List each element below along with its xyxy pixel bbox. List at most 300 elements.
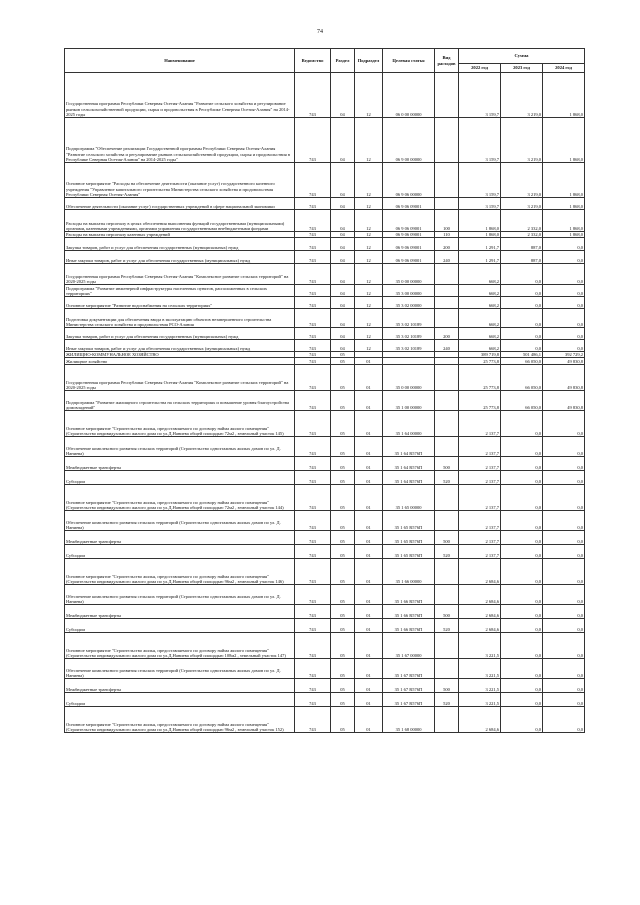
cell-podrazdel: 01	[355, 605, 383, 619]
cell-podrazdel: 01	[355, 559, 383, 585]
cell-ved: 743	[295, 358, 331, 365]
cell-name: Подготовка документации для обеспечения ввода в эксплуатацию объектов незавершенного строительства Министерства сельского хозяйства и продовольствия РСО-Алания	[65, 309, 295, 328]
cell-sum-2023: 3 219,0	[501, 118, 543, 163]
table-row	[65, 633, 585, 659]
cell-razdel: 04	[331, 198, 355, 210]
cell-ved: 743	[295, 328, 331, 340]
cell-podrazdel: 12	[355, 328, 383, 340]
cell-razdel: 05	[331, 693, 355, 707]
cell-podrazdel: 12	[355, 210, 383, 232]
cell-ved: 743	[295, 264, 331, 285]
cell-vid	[435, 707, 459, 733]
header-2023: 2023 год	[501, 64, 543, 73]
cell-razdel: 05	[331, 365, 355, 391]
cell-sum-2023: 3 219,0	[501, 198, 543, 210]
cell-ved: 743	[295, 352, 331, 358]
cell-razdel: 05	[331, 659, 355, 679]
cell-razdel: 05	[331, 585, 355, 605]
header-vedomstvo: Ведомство	[295, 49, 331, 73]
cell-sum-2024: 1 868,0	[543, 73, 585, 118]
cell-ved: 743	[295, 545, 331, 559]
cell-podrazdel: 12	[355, 198, 383, 210]
cell-name: Подпрограмма "Развитие жилищного строительства на сельских территориях и повышение уровня благоустройства домовладений"	[65, 391, 295, 411]
cell-vid: 200	[435, 328, 459, 340]
table-row	[65, 163, 585, 198]
cell-name: Жилищное хозяйство	[65, 358, 295, 365]
cell-razdel: 05	[331, 559, 355, 585]
cell-ved: 743	[295, 297, 331, 309]
table-row	[65, 707, 585, 733]
budget-table	[64, 48, 585, 733]
cell-sum-2023: 0,0	[501, 471, 543, 485]
cell-razdel: 04	[331, 264, 355, 285]
cell-sum-2023: 2 332,0	[501, 210, 543, 232]
cell-podrazdel: 01	[355, 693, 383, 707]
cell-name: Основное мероприятие "Строительство жилья, предоставляемого по договору найма жилого помещения" (Строительство индивидуального жилого дома по ул.Д.Наниева общей площадью 108м2 , земельный участок 147)	[65, 633, 295, 659]
table-row	[65, 391, 585, 411]
cell-ved: 743	[295, 73, 331, 118]
cell-sum-2024: 49 830,8	[543, 391, 585, 411]
cell-vid: 500	[435, 457, 459, 471]
cell-name: Обеспечение комплексного развития сельских территорий (Строительство одноэтажных жилых домов по ул. Д. Наниева)	[65, 511, 295, 531]
table-row	[65, 328, 585, 340]
cell-vid	[435, 118, 459, 163]
cell-razdel: 05	[331, 471, 355, 485]
cell-razdel: 05	[331, 679, 355, 693]
cell-target: 35 3 02 00000	[383, 297, 435, 309]
cell-vid: 240	[435, 251, 459, 264]
cell-sum-2024: 0,0	[543, 471, 585, 485]
cell-sum-2023: 0,0	[501, 264, 543, 285]
cell-ved: 743	[295, 605, 331, 619]
cell-name: Иные закупки товаров, работ и услуг для обеспечения государственных (муниципальных) нужд	[65, 251, 295, 264]
cell-razdel: 04	[331, 163, 355, 198]
cell-sum-2024: 0,0	[543, 707, 585, 733]
cell-target: 06 9 06 09001	[383, 210, 435, 232]
cell-sum-2024: 0,0	[543, 485, 585, 511]
cell-name: Расходы на выплаты персоналу в целях обеспечения выполнения функций государственными (муниципальными) органами, казенными учреждениями, органами управления государственными внебюджетными фондами	[65, 210, 295, 232]
cell-vid	[435, 485, 459, 511]
cell-ved: 743	[295, 471, 331, 485]
cell-target: 06 9 00 00000	[383, 118, 435, 163]
cell-vid	[435, 437, 459, 457]
cell-sum-2022: 668,2	[459, 340, 501, 352]
cell-sum-2023: 0,0	[501, 297, 543, 309]
cell-ved: 743	[295, 437, 331, 457]
cell-sum-2024: 0,0	[543, 251, 585, 264]
cell-vid	[435, 659, 459, 679]
cell-sum-2022: 2 137,7	[459, 511, 501, 531]
cell-target: 06 9 06 00000	[383, 163, 435, 198]
cell-sum-2022: 389 719,8	[459, 352, 501, 358]
header-podrazdel: Подраздел	[355, 49, 383, 73]
header-summa: Сумма	[459, 49, 585, 64]
cell-sum-2024: 49 830,8	[543, 365, 585, 391]
cell-sum-2023: 0,0	[501, 309, 543, 328]
cell-podrazdel: 01	[355, 358, 383, 365]
table-row	[65, 619, 585, 633]
cell-sum-2024: 392 729,2	[543, 352, 585, 358]
cell-ved: 743	[295, 163, 331, 198]
table-row	[65, 457, 585, 471]
cell-name: Межбюджетные трансферты	[65, 605, 295, 619]
cell-sum-2022: 2 684,6	[459, 619, 501, 633]
cell-ved: 743	[295, 232, 331, 238]
cell-sum-2023: 0,0	[501, 679, 543, 693]
cell-sum-2024: 0,0	[543, 297, 585, 309]
cell-name: Субсидии	[65, 693, 295, 707]
cell-razdel: 04	[331, 251, 355, 264]
cell-vid	[435, 309, 459, 328]
cell-podrazdel: 01	[355, 457, 383, 471]
cell-sum-2023: 2 332,0	[501, 232, 543, 238]
cell-vid	[435, 633, 459, 659]
cell-sum-2023: 3 219,0	[501, 163, 543, 198]
cell-name: Межбюджетные трансферты	[65, 679, 295, 693]
cell-sum-2024: 49 830,8	[543, 358, 585, 365]
cell-target: 35 3 02 10189	[383, 309, 435, 328]
cell-target: 06 9 06 09001	[383, 238, 435, 251]
cell-sum-2024: 0,0	[543, 585, 585, 605]
table-row	[65, 365, 585, 391]
cell-razdel: 05	[331, 633, 355, 659]
cell-sum-2022: 2 137,7	[459, 457, 501, 471]
cell-name: Основное мероприятие "Развитие водоснабжения на сельских территориях"	[65, 297, 295, 309]
cell-sum-2024: 0,0	[543, 309, 585, 328]
cell-target: 06 9 06 09001	[383, 251, 435, 264]
cell-podrazdel: 12	[355, 163, 383, 198]
cell-razdel: 04	[331, 232, 355, 238]
cell-ved: 743	[295, 559, 331, 585]
cell-ved: 743	[295, 585, 331, 605]
cell-vid	[435, 73, 459, 118]
cell-target: 35 1 67 00000	[383, 633, 435, 659]
cell-name: Подпрограмма "Обеспечение реализации Государственной программы Республики Северная Осетия-Алания "Развитие сельского хозяйства и регулирование рынков сельскохозяйственной продукции, сырья и продовольствия в Республике Северная Осетия-Алания" на 2014-2025 годы"	[65, 118, 295, 163]
cell-sum-2023: 0,0	[501, 285, 543, 297]
cell-target: 35 0 00 00000	[383, 264, 435, 285]
cell-vid	[435, 163, 459, 198]
cell-sum-2024: 0,0	[543, 285, 585, 297]
cell-razdel: 05	[331, 545, 355, 559]
cell-target: 35 1 65 00000	[383, 485, 435, 511]
cell-ved: 743	[295, 679, 331, 693]
cell-sum-2024: 0,0	[543, 679, 585, 693]
cell-razdel: 04	[331, 210, 355, 232]
table-row	[65, 485, 585, 511]
cell-vid	[435, 585, 459, 605]
cell-podrazdel: 12	[355, 73, 383, 118]
cell-podrazdel: 12	[355, 232, 383, 238]
cell-target: 35 1 67 R576П	[383, 679, 435, 693]
cell-razdel: 05	[331, 457, 355, 471]
cell-ved: 743	[295, 531, 331, 545]
cell-sum-2023: 0,0	[501, 693, 543, 707]
cell-podrazdel: 12	[355, 238, 383, 251]
cell-name: Обеспечение комплексного развития сельских территорий (Строительство одноэтажных жилых домов по ул. Д. Наниева)	[65, 437, 295, 457]
cell-name: Закупка товаров, работ и услуг для обеспечения государственных (муниципальных) нужд	[65, 238, 295, 251]
cell-vid: 520	[435, 545, 459, 559]
cell-vid	[435, 285, 459, 297]
cell-name: Межбюджетные трансферты	[65, 531, 295, 545]
cell-razdel: 04	[331, 309, 355, 328]
cell-podrazdel: 12	[355, 251, 383, 264]
cell-sum-2023: 501 486,1	[501, 352, 543, 358]
cell-sum-2022: 1 868,0	[459, 232, 501, 238]
cell-sum-2024: 0,0	[543, 264, 585, 285]
header-vid: Вид расходов	[435, 49, 459, 73]
cell-ved: 743	[295, 619, 331, 633]
cell-sum-2023: 66 050,0	[501, 358, 543, 365]
table-row	[65, 545, 585, 559]
cell-podrazdel: 01	[355, 585, 383, 605]
cell-ved: 743	[295, 210, 331, 232]
cell-target: 35 1 64 R576П	[383, 471, 435, 485]
cell-target: 35 1 64 R576П	[383, 457, 435, 471]
table-row	[65, 251, 585, 264]
cell-sum-2022: 2 684,6	[459, 605, 501, 619]
cell-podrazdel: 01	[355, 471, 383, 485]
cell-name: Основное мероприятие "Строительство жилья, предоставляемого по договору найма жилого помещения" (Строительство индивидуального жилого дома по ул.Д.Наниева общей площадью 72м2 , земельный участок 145)	[65, 411, 295, 437]
cell-name: Основное мероприятие "Строительство жилья, предоставляемого по договору найма жилого помещения" (Строительство индивидуального жилого дома по ул.Д.Наниева общей площадью 72м2 , земельный участок 144)	[65, 485, 295, 511]
cell-target: 35 1 64 R576П	[383, 437, 435, 457]
cell-vid: 110	[435, 232, 459, 238]
cell-name: Закупка товаров, работ и услуг для обеспечения государственных (муниципальных) нужд	[65, 328, 295, 340]
cell-vid	[435, 365, 459, 391]
cell-target: 35 1 67 R576П	[383, 693, 435, 707]
cell-ved: 743	[295, 707, 331, 733]
cell-sum-2023: 0,0	[501, 633, 543, 659]
cell-podrazdel: 01	[355, 485, 383, 511]
cell-razdel: 04	[331, 328, 355, 340]
cell-sum-2024: 0,0	[543, 693, 585, 707]
cell-sum-2022: 3 221,5	[459, 659, 501, 679]
cell-sum-2024: 0,0	[543, 659, 585, 679]
table-row	[65, 238, 585, 251]
cell-target: 35 0 00 00000	[383, 365, 435, 391]
cell-ved: 743	[295, 693, 331, 707]
cell-sum-2022: 2 137,7	[459, 471, 501, 485]
table-row	[65, 605, 585, 619]
cell-target: 35 3 00 00000	[383, 285, 435, 297]
cell-sum-2022: 3 159,7	[459, 163, 501, 198]
cell-podrazdel: 12	[355, 118, 383, 163]
cell-podrazdel: 01	[355, 365, 383, 391]
cell-target: 35 1 64 00000	[383, 411, 435, 437]
cell-target: 35 1 68 00000	[383, 707, 435, 733]
cell-podrazdel: 01	[355, 531, 383, 545]
cell-podrazdel: 01	[355, 633, 383, 659]
cell-vid: 500	[435, 679, 459, 693]
cell-razdel: 05	[331, 531, 355, 545]
cell-sum-2023: 0,0	[501, 619, 543, 633]
cell-ved: 743	[295, 485, 331, 511]
cell-target: 35 1 66 R576П	[383, 585, 435, 605]
cell-sum-2024: 0,0	[543, 619, 585, 633]
table-row	[65, 285, 585, 297]
cell-sum-2022: 3 221,5	[459, 693, 501, 707]
cell-podrazdel: 12	[355, 297, 383, 309]
cell-sum-2022: 25 773,8	[459, 358, 501, 365]
table-row	[65, 693, 585, 707]
cell-sum-2023: 887,0	[501, 251, 543, 264]
cell-name: Основное мероприятие "Строительство жилья, предоставляемого по договору найма жилого помещения" (Строительство индивидуального жилого дома по ул.Д.Наниева общей площадью 96м2 , земельный участок 146)	[65, 559, 295, 585]
cell-podrazdel: 01	[355, 619, 383, 633]
cell-target: 06 0 00 00000	[383, 73, 435, 118]
header-razdel: Раздел	[331, 49, 355, 73]
cell-sum-2022: 668,2	[459, 309, 501, 328]
cell-podrazdel: 01	[355, 659, 383, 679]
table-row	[65, 531, 585, 545]
cell-razdel: 04	[331, 297, 355, 309]
cell-podrazdel: 12	[355, 340, 383, 352]
cell-sum-2022: 3 159,7	[459, 118, 501, 163]
table-row	[65, 659, 585, 679]
cell-sum-2022: 2 137,7	[459, 545, 501, 559]
cell-vid: 100	[435, 210, 459, 232]
cell-ved: 743	[295, 340, 331, 352]
cell-name: ЖИЛИЩНО-КОММУНАЛЬНОЕ ХОЗЯЙСТВО	[65, 352, 295, 358]
cell-vid: 520	[435, 619, 459, 633]
cell-sum-2022: 668,2	[459, 285, 501, 297]
header-name: Наименование	[65, 49, 295, 73]
cell-sum-2024: 0,0	[543, 328, 585, 340]
cell-sum-2024: 1 868,0	[543, 163, 585, 198]
cell-target: 35 1 66 00000	[383, 559, 435, 585]
cell-name: Основное мероприятие "Расходы на обеспечение деятельности (оказание услуг) государственного казенного учреждения "Управление капитального строительства Министерства сельского хозяйства и продовольствия Республики Северная Осетия-Алания"	[65, 163, 295, 198]
cell-sum-2024: 0,0	[543, 545, 585, 559]
cell-sum-2023: 0,0	[501, 485, 543, 511]
cell-vid	[435, 198, 459, 210]
cell-sum-2022: 2 684,6	[459, 707, 501, 733]
cell-ved: 743	[295, 391, 331, 411]
cell-sum-2024: 0,0	[543, 340, 585, 352]
cell-name: Основное мероприятие "Строительство жилья, предоставляемого по договору найма жилого помещения" (Строительство индивидуального жилого дома по ул.Д.Наниева общей площадью 96м2 , земельный участок 152)	[65, 707, 295, 733]
cell-sum-2024: 1 868,0	[543, 118, 585, 163]
cell-vid: 500	[435, 605, 459, 619]
cell-name: Обеспечение комплексного развития сельских территорий (Строительство одноэтажных жилых домов по ул. Д. Наниева)	[65, 585, 295, 605]
cell-podrazdel: 01	[355, 707, 383, 733]
cell-name: Государственная программа Республики Северная Осетия-Алания "Комплексное развитие сельских территорий" на 2020-2025 годы	[65, 365, 295, 391]
cell-sum-2022: 3 159,7	[459, 73, 501, 118]
cell-podrazdel: 12	[355, 264, 383, 285]
cell-vid: 200	[435, 238, 459, 251]
cell-sum-2024: 0,0	[543, 238, 585, 251]
cell-razdel: 05	[331, 358, 355, 365]
cell-sum-2024: 0,0	[543, 511, 585, 531]
cell-podrazdel: 01	[355, 391, 383, 411]
cell-sum-2022: 25 773,8	[459, 365, 501, 391]
cell-sum-2023: 887,0	[501, 238, 543, 251]
cell-podrazdel: 01	[355, 411, 383, 437]
cell-vid	[435, 297, 459, 309]
table-row	[65, 471, 585, 485]
cell-target: 35 3 02 10189	[383, 340, 435, 352]
cell-razdel: 05	[331, 352, 355, 358]
cell-razdel: 05	[331, 605, 355, 619]
table-row	[65, 559, 585, 585]
cell-podrazdel: 01	[355, 437, 383, 457]
cell-target: 35 1 65 R576П	[383, 545, 435, 559]
cell-vid	[435, 559, 459, 585]
cell-vid: 520	[435, 693, 459, 707]
table-body	[65, 73, 585, 733]
table-row	[65, 198, 585, 210]
table-row	[65, 679, 585, 693]
cell-razdel: 05	[331, 411, 355, 437]
table-row	[65, 210, 585, 232]
cell-name: Иные закупки товаров, работ и услуг для обеспечения государственных (муниципальных) нужд	[65, 340, 295, 352]
cell-podrazdel: 12	[355, 309, 383, 328]
cell-sum-2024: 0,0	[543, 411, 585, 437]
cell-vid	[435, 358, 459, 365]
table-row	[65, 411, 585, 437]
cell-target	[383, 358, 435, 365]
cell-sum-2022: 3 221,5	[459, 679, 501, 693]
cell-sum-2022: 2 137,7	[459, 485, 501, 511]
cell-sum-2022: 2 684,6	[459, 559, 501, 585]
cell-name: Субсидии	[65, 619, 295, 633]
cell-sum-2023: 0,0	[501, 340, 543, 352]
cell-name: Подпрограмма "Развитие инженерной инфраструктуры населенных пунктов, расположенных в сельских территориях"	[65, 285, 295, 297]
table-row	[65, 340, 585, 352]
cell-sum-2022: 1 868,0	[459, 210, 501, 232]
cell-name: Субсидии	[65, 471, 295, 485]
cell-sum-2022: 25 773,8	[459, 391, 501, 411]
cell-target: 35 3 02 10189	[383, 328, 435, 340]
cell-name: Государственная программа Республики Северная Осетия-Алания "Комплексное развитие сельских территорий" на 2020-2025 годы	[65, 264, 295, 285]
cell-sum-2024: 0,0	[543, 605, 585, 619]
cell-podrazdel: 01	[355, 545, 383, 559]
cell-target: 06 9 06 09001	[383, 198, 435, 210]
cell-vid: 240	[435, 340, 459, 352]
cell-sum-2024: 0,0	[543, 531, 585, 545]
cell-sum-2022: 2 137,7	[459, 437, 501, 457]
cell-ved: 743	[295, 659, 331, 679]
table-row	[65, 297, 585, 309]
cell-name: Расходы на выплаты персоналу казенных учреждений	[65, 232, 295, 238]
cell-podrazdel: 01	[355, 679, 383, 693]
cell-name: Обеспечение комплексного развития сельских территорий (Строительство одноэтажных жилых домов по ул. Д. Наниева)	[65, 659, 295, 679]
cell-sum-2023: 0,0	[501, 659, 543, 679]
cell-sum-2024: 0,0	[543, 559, 585, 585]
cell-target: 35 1 65 R576П	[383, 511, 435, 531]
cell-razdel: 05	[331, 485, 355, 511]
cell-ved: 743	[295, 457, 331, 471]
cell-sum-2023: 0,0	[501, 531, 543, 545]
cell-target: 35 1 65 R576П	[383, 531, 435, 545]
cell-sum-2024: 0,0	[543, 457, 585, 471]
cell-sum-2023: 0,0	[501, 457, 543, 471]
table-row	[65, 358, 585, 365]
cell-ved: 743	[295, 411, 331, 437]
cell-razdel: 04	[331, 238, 355, 251]
page-number: 74	[317, 29, 323, 35]
cell-sum-2023: 66 050,0	[501, 365, 543, 391]
cell-sum-2023: 0,0	[501, 559, 543, 585]
cell-ved: 743	[295, 198, 331, 210]
table-row	[65, 73, 585, 118]
cell-vid	[435, 264, 459, 285]
cell-vid: 500	[435, 531, 459, 545]
cell-name: Субсидии	[65, 545, 295, 559]
cell-sum-2022: 3 159,7	[459, 198, 501, 210]
cell-sum-2022: 668,2	[459, 264, 501, 285]
cell-target: 06 9 06 09001	[383, 232, 435, 238]
cell-ved: 743	[295, 238, 331, 251]
cell-target: 35 1 00 00000	[383, 391, 435, 411]
cell-name: Межбюджетные трансферты	[65, 457, 295, 471]
cell-razdel: 05	[331, 707, 355, 733]
